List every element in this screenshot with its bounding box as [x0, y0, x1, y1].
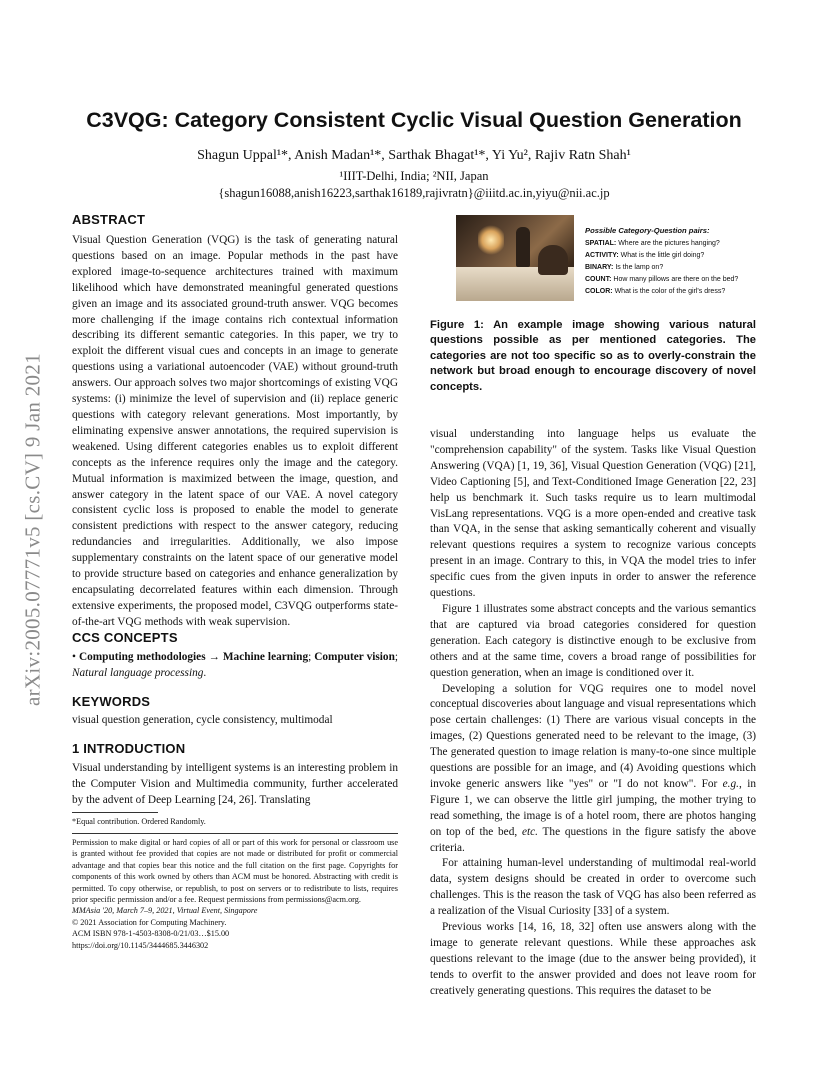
figure-caption: Figure 1: An example image showing various natural questions possible as per mentioned categories. The categories are not too specific so as to overly-constrain the network but broad enough to encourage discovery of novel concepts.: [430, 319, 756, 393]
permission-block: Permission to make digital or hard copies of all or part of this work for personal or classroom use is granted without fee provided that copies are not made or distributed for profit or commercial advantage and that copies bear this notice and the full citation on the first page. Copyrights for components of this work owned by others than ACM must be honored. Abstracting with credit is permitted. To copy otherwise, or republish, to post on servers or to redistribute to lists, requires prior specific permission and/or a fee. Request permissions from permissions@acm.org. MMAsia '20, March 7–9, 2021, Virtual Event, Singapore © 2021 Association for Computing Machinery. ACM ISBN 978-1-4503-8308-0/21/03…$15.00 https://doi.org/10.1145/3444685.3446302: [72, 838, 398, 950]
keywords-text: visual question generation, cycle consistency, multimodal: [72, 714, 333, 726]
ccs-text: • Computing methodologies → Machine learning; Computer vision; Natural language processing.: [72, 651, 398, 679]
paper-title: C3VQG: Category Consistent Cyclic Visual Question Generation: [86, 108, 742, 132]
arxiv-stamp: arXiv:2005.07771v5 [cs.CV] 9 Jan 2021: [20, 353, 45, 707]
intro-paragraph-5: Previous works [14, 16, 18, 32] often use answers along with the image to generate relevant questions. While these approaches ask questions relevant to the image (due to the answer being provided), it tends to overfit to the answer provided and does not leave room for creatively generating questions. This requires the dataset to be: [430, 921, 756, 997]
figure-image-hotel-room: [456, 215, 574, 301]
permission-divider: [72, 833, 398, 834]
lamp-glow: [478, 225, 504, 255]
pairs-heading: Possible Category-Question pairs:: [585, 226, 710, 235]
pair-count: COUNT: How many pillows are there on the bed?: [585, 276, 739, 283]
girl-figure: [516, 227, 530, 267]
intro-heading: 1 INTRODUCTION: [72, 741, 186, 756]
footnote-divider: [72, 812, 158, 813]
intro-right-text: [430, 427, 756, 1000]
intro-paragraph-3: Developing a solution for VQG requires one to model novel conceptual discoveries about language and visual representations which pose certain challenges: (1) There are various visual concepts in the images, (2) Questions generated need to be relevant to the image, (3) The generated question to image relation is many-to-one since multiple questions are possible for an image, and (4) Avoiding questions which invoke generic answers like "yes" or "I do not know". For e.g., in Figure 1, we can observe the little girl jumping, the mother trying to read something, the image is of a hotel room, there are photos hanging on top of the bed, etc. The questions in the figure satisfy the above criteria.: [430, 682, 757, 854]
author-list: Shagun Uppal¹*, Anish Madan¹*, Sarthak Bhagat¹*, Yi Yu², Rajiv Ratn Shah¹: [197, 148, 631, 163]
pair-color: COLOR: What is the color of the girl's dress?: [585, 288, 726, 295]
abstract-heading: ABSTRACT: [72, 212, 146, 227]
ccs-heading: CCS CONCEPTS: [72, 630, 178, 645]
intro-paragraph-2: Figure 1 illustrates some abstract concepts and the various semantics that are captured via broad categories considered for question generation. Each category is distinctive enough to be exclusive from others and at the same time, covers a broad range of possibilities for question generation, when an image is conditioned over it.: [430, 602, 756, 679]
keywords-heading: KEYWORDS: [72, 694, 151, 709]
pair-spatial: SPATIAL: Where are the pictures hanging?: [585, 240, 720, 247]
pair-activity: ACTIVITY: What is the little girl doing?: [585, 252, 705, 259]
footnote: *Equal contribution. Ordered Randomly.: [72, 817, 206, 826]
intro-paragraph-1: visual understanding into language helps us evaluate the "comprehension capability" of the system. Tasks like Visual Question Answering (VQA) [1, 19, 36], Visual Question Generation (VQG) [21], Video Captioning [5], and Text-Conditioned Image Generation [22, 23] help us benchmark it. Such tasks require us to learn multimodal VisLang representations. VQG is a more open-ended and creative task than VQA, in the sense that asking semantically coherent and visually relevant questions requires a system to recognize various concepts present in an image. Contrary to this, in VQA the model tries to infer specific cues from the given inputs in order to answer the reference questions.: [430, 428, 756, 600]
mother-figure: [538, 245, 568, 275]
intro-paragraph-4: For attaining human-level understanding of multimodal real-world data, system designs should be created in order to overcome such challenges. This is the reason the task of VQG has also been referred as a realization of the Visual Curiosity [33] of a system.: [430, 857, 756, 918]
pair-binary: BINARY: Is the lamp on?: [585, 264, 664, 271]
author-emails: {shagun16088,anish16223,sarthak16189,rajivratn}@iiitd.ac.in,yiyu@nii.ac.jp: [218, 186, 610, 200]
affiliations: ¹IIIT-Delhi, India; ²NII, Japan: [339, 169, 489, 183]
abstract-text: Visual Question Generation (VQG) is the task of generating natural questions based on an image. Popular methods in the past have explored image-to-sequence architectures trained with maximum likelihood which have demonstrated meaningful generated questions given an image and its associated ground-truth answer. VQG becomes more challenging if the image contains rich contextual information describing its different semantic categories. In this paper, we try to exploit the different visual cues and concepts in an image to generate questions using a variational autoencoder (VAE) without ground-truth answers. Our approach solves two major shortcomings of existing VQG systems: (i) minimize the level of supervision and (ii) replace generic questions with category relevant generations. Most importantly, by eliminating expensive answer annotations, the required supervision is weakened. Using different categories enables us to exploit different concepts as the inference requires only the image and the category. Mutual information is maximized between the image, question, and answer category in the latent space of our VAE. A novel category consistent cyclic loss is proposed to enable the model to generate consistent predictions with respect to the answer category, reducing redundancies and irregularities. Additionally, we also impose supplementary constraints on the latent space of our generative model to provide structure based on categories and enhance generalization by encapsulating decorrelated features within each dimension. Through extensive experiments, the proposed model, C3VQG outperforms state-of-the-art VQG methods with weak supervision.: [72, 234, 398, 628]
category-question-pairs: [585, 225, 760, 298]
intro-left-text: Visual understanding by intelligent systems is an interesting problem in the Computer Vision and Multimedia community, further accelerated by the advent of Deep Learning [24, 26]. Translating: [72, 762, 398, 806]
